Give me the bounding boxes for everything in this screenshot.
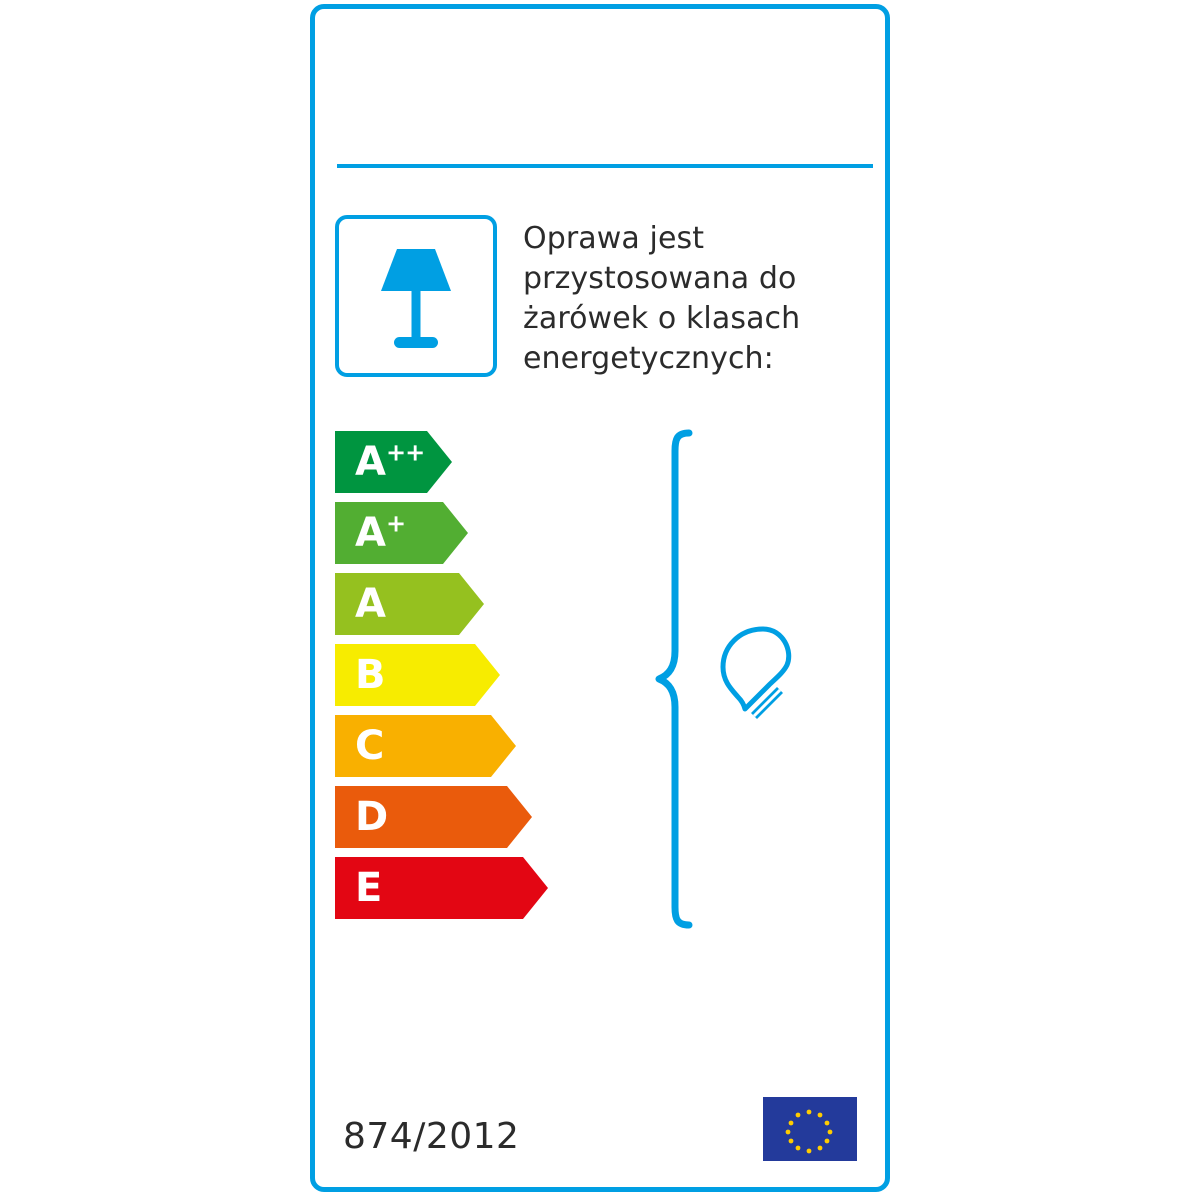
scale-row-a-plus [335, 502, 635, 564]
scale-label: A [355, 581, 386, 627]
eu-flag-icon [763, 1097, 857, 1161]
energy-class-scale [335, 431, 635, 928]
page-title: Oprawa jest przystosowana do żarówek o klasach energetycznych: [523, 221, 801, 376]
scale-row-a [335, 573, 635, 635]
header-divider [337, 164, 873, 168]
scale-row-b [335, 644, 635, 706]
scale-row-e [335, 857, 635, 919]
table-lamp-icon [339, 219, 493, 373]
scale-label: D [355, 794, 389, 840]
scale-label: B [355, 652, 386, 698]
scale-label: E [355, 865, 383, 911]
scale-row-c [335, 715, 635, 777]
lamp-icon-box [335, 215, 497, 377]
energy-label-card [310, 4, 890, 1192]
scale-label: A++ [355, 438, 425, 485]
scale-row-a-plus-plus [335, 431, 635, 493]
regulation-number: 874/2012 [343, 1116, 520, 1157]
light-bulb-icon [707, 621, 817, 726]
eu-flag-stars [764, 1098, 854, 1158]
scale-row-d [335, 786, 635, 848]
scale-label: C [355, 723, 385, 769]
brace-bracket-icon [655, 429, 695, 929]
scale-label: A+ [355, 509, 406, 556]
